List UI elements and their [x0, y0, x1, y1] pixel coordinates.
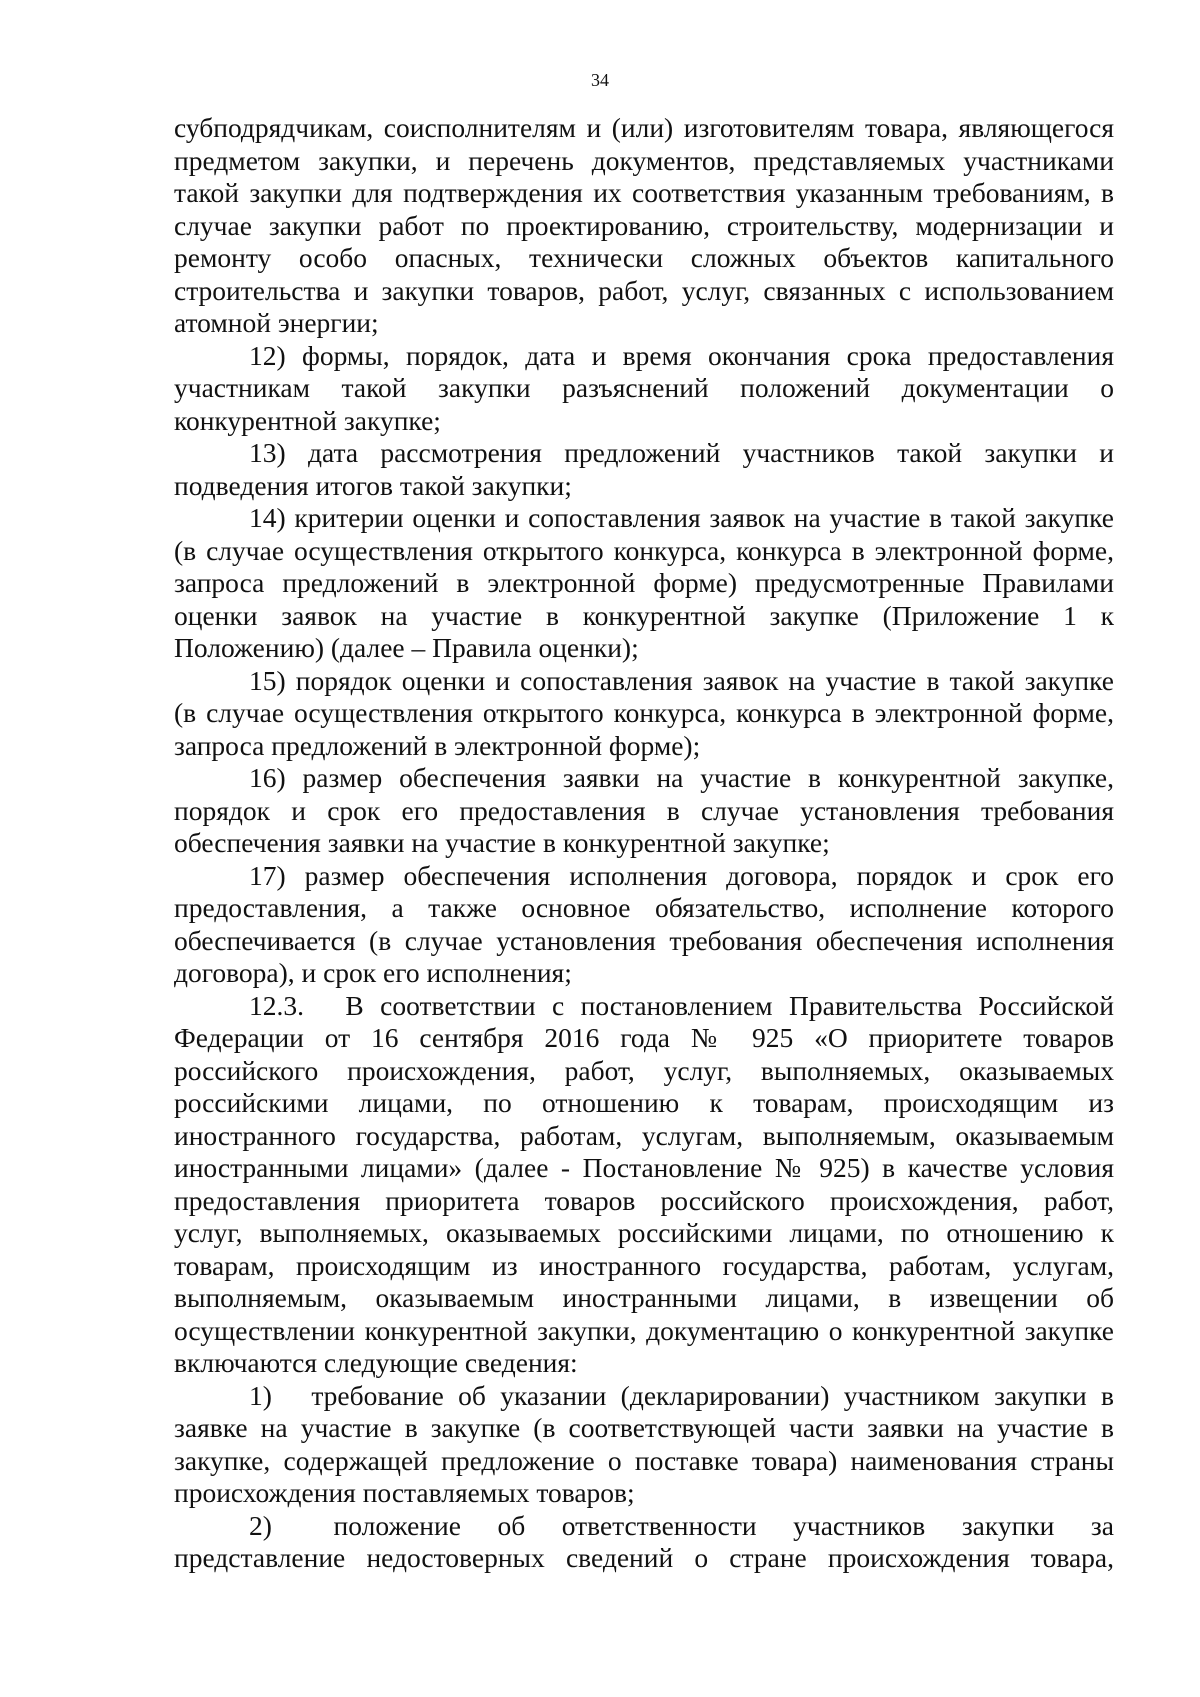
text-line: обеспечения заявки на участие в конкурентной закупке;	[174, 827, 830, 858]
section-number: 12.3.	[249, 989, 304, 1021]
text-line	[174, 1380, 1114, 1413]
text-line: (в случае осуществления открытого конкурса, конкурса в электронной форме,	[174, 697, 1114, 728]
page-number: 34	[591, 70, 609, 90]
text-line: запроса предложений в электронной форме) предусмотренные Правилами	[174, 567, 1114, 598]
text-line: (в случае осуществления открытого конкурса, конкурса в электронной форме,	[174, 534, 1114, 566]
text-line	[174, 990, 1114, 1023]
text-line: иностранного государства, работам, услугам, выполняемым, оказываемым	[174, 1119, 1114, 1151]
text-line: Положению) (далее – Правила оценки);	[174, 632, 639, 663]
text-line: атомной энергии;	[174, 307, 379, 338]
list-item-2	[174, 1510, 1114, 1575]
text-line: 17) размер обеспечения исполнения договора, порядок и срок его	[249, 859, 1114, 891]
text-line: субподрядчикам, соисполнителям и (или) изготовителям товара, являющегося	[174, 112, 1114, 143]
text-line: подведения итогов такой закупки;	[174, 469, 572, 501]
text-line: участникам такой закупки разъяснений положений документации о	[174, 372, 1114, 403]
text-line: такой закупки для подтверждения их соответствия указанным требованиям, в	[174, 177, 1114, 208]
text-line: закупке, содержащей предложение о поставке товара) наименования страны	[174, 1444, 1114, 1476]
text-line: предметом закупки, и перечень документов, представляемых участниками	[174, 144, 1114, 176]
text-fragment: требование об указании (декларировании) участником закупки в	[311, 1379, 1115, 1411]
text-line: обеспечивается (в случае установления требования обеспечения исполнения	[174, 924, 1114, 956]
text-line: случае закупки работ по проектированию, строительству, модернизации и	[174, 209, 1114, 241]
text-line: запроса предложений в электронной форме);	[174, 729, 701, 761]
text-line: Федерации от 16 сентября 2016 года № 925 «О приоритете товаров	[174, 1022, 1114, 1053]
list-item-16	[174, 762, 1114, 860]
text-line: представление недостоверных сведений о стране происхождения товара,	[174, 1542, 1114, 1573]
list-item-14	[174, 502, 1114, 665]
list-item-17	[174, 860, 1114, 990]
paragraph	[174, 112, 1114, 340]
text-line: иностранными лицами» (далее - Постановление № 925) в качестве условия	[174, 1152, 1114, 1183]
text-line: услуг, выполняемых, оказываемых российскими лицами, по отношению к	[174, 1217, 1114, 1248]
text-line: 16) размер обеспечения заявки на участие в конкурентной закупке,	[249, 762, 1114, 793]
text-line: заявке на участие в закупке (в соответствующей части заявки на участие в	[174, 1412, 1114, 1443]
section-12-3	[174, 990, 1114, 1380]
document-body	[174, 112, 1114, 1575]
text-line: включаются следующие сведения:	[174, 1347, 578, 1378]
text-line	[174, 1510, 1114, 1543]
text-line: строительства и закупки товаров, работ, услуг, связанных с использованием	[174, 274, 1114, 306]
text-fragment: положение об ответственности участников закупки за	[333, 1509, 1115, 1541]
text-line: договора), и срок его исполнения;	[174, 957, 572, 988]
item-number: 1)	[249, 1379, 272, 1411]
list-item-12	[174, 340, 1114, 438]
item-number: 2)	[249, 1509, 272, 1541]
text-line: порядок и срок его предоставления в случае установления требования	[174, 794, 1114, 826]
text-line: предоставления, а также основное обязательство, исполнение которого	[174, 892, 1114, 923]
text-line: происхождения поставляемых товаров;	[174, 1477, 635, 1508]
text-line: 13) дата рассмотрения предложений участников такой закупки и	[249, 437, 1114, 468]
text-fragment: В соответствии с постановлением Правительства Российской	[345, 989, 1114, 1021]
text-line: выполняемым, оказываемым иностранными лицами, в извещении об	[174, 1282, 1114, 1313]
text-line: ремонту особо опасных, технически сложных объектов капитального	[174, 242, 1114, 273]
list-item-1	[174, 1380, 1114, 1510]
text-line: 15) порядок оценки и сопоставления заявок на участие в такой закупке	[249, 664, 1114, 696]
text-line: российскими лицами, по отношению к товарам, происходящим из	[174, 1087, 1114, 1118]
text-line: оценки заявок на участие в конкурентной закупке (Приложение 1 к	[174, 599, 1114, 631]
text-line: товарам, происходящим из иностранного государства, работам, услугам,	[174, 1249, 1114, 1281]
text-line: 12) формы, порядок, дата и время окончания срока предоставления	[249, 339, 1114, 371]
text-line: конкурентной закупке;	[174, 404, 441, 436]
list-item-15	[174, 665, 1114, 763]
list-item-13	[174, 437, 1114, 502]
text-line: российского происхождения, работ, услуг, выполняемых, оказываемых	[174, 1054, 1114, 1086]
text-line: предоставления приоритета товаров российского происхождения, работ,	[174, 1184, 1114, 1216]
text-line: 14) критерии оценки и сопоставления заявок на участие в такой закупке	[249, 502, 1114, 533]
text-line: осуществлении конкурентной закупки, документацию о конкурентной закупке	[174, 1314, 1114, 1346]
